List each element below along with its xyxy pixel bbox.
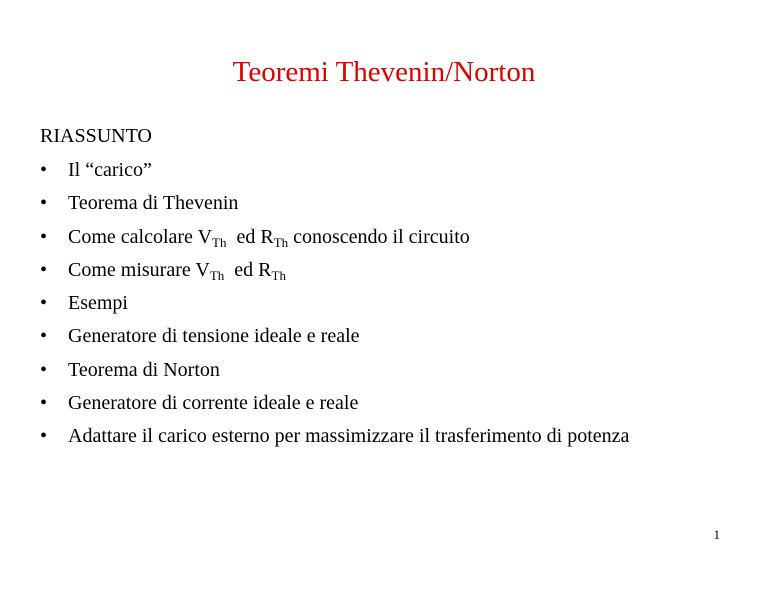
list-item-text: Generatore di tensione ideale e reale — [68, 325, 360, 348]
subscript-th: Th — [271, 267, 286, 283]
list-item-text: Come misurare $V_{Th}$ ed $R_{Th}$ — [68, 258, 286, 283]
list-item-text: Teorema di Norton — [68, 358, 220, 381]
bullet-icon: • — [40, 225, 48, 248]
list-item — [40, 424, 629, 457]
subscript-th: Th — [209, 267, 225, 283]
list-item — [40, 291, 629, 324]
summary-heading: RIASSUNTO — [40, 125, 152, 147]
list-item — [40, 358, 629, 391]
list-item-text: Generatore di corrente ideale e reale — [68, 392, 359, 415]
list-item — [40, 191, 629, 224]
bullet-icon: • — [40, 325, 48, 348]
subscript-th: Th — [212, 234, 227, 250]
bullet-icon: • — [40, 192, 48, 215]
list-item — [40, 225, 629, 258]
list-item — [40, 158, 629, 191]
bullet-icon: • — [40, 358, 48, 381]
list-item — [40, 258, 629, 291]
list-item-text: Come calcolare $V_{Th}$ ed $R_{Th}$ conoscendo il circuito — [68, 225, 470, 250]
list-item-text: Adattare il carico esterno per massimizzare il trasferimento di potenza — [68, 425, 630, 448]
list-item-text: Esempi — [68, 292, 128, 315]
list-item-text: Teorema di Thevenin — [68, 192, 239, 215]
list-item — [40, 324, 629, 357]
page-number: 1 — [713, 527, 720, 542]
slide-title: Teoremi Thevenin/Norton — [232, 56, 536, 88]
list-item-text: Il “carico” — [68, 159, 152, 181]
subscript-th: Th — [273, 234, 289, 250]
bullet-icon: • — [40, 258, 48, 281]
bullet-icon: • — [40, 292, 48, 315]
list-item — [40, 391, 629, 424]
summary-list — [40, 158, 629, 458]
bullet-icon: • — [40, 425, 48, 448]
bullet-icon: • — [40, 392, 48, 415]
bullet-icon: • — [40, 159, 48, 181]
